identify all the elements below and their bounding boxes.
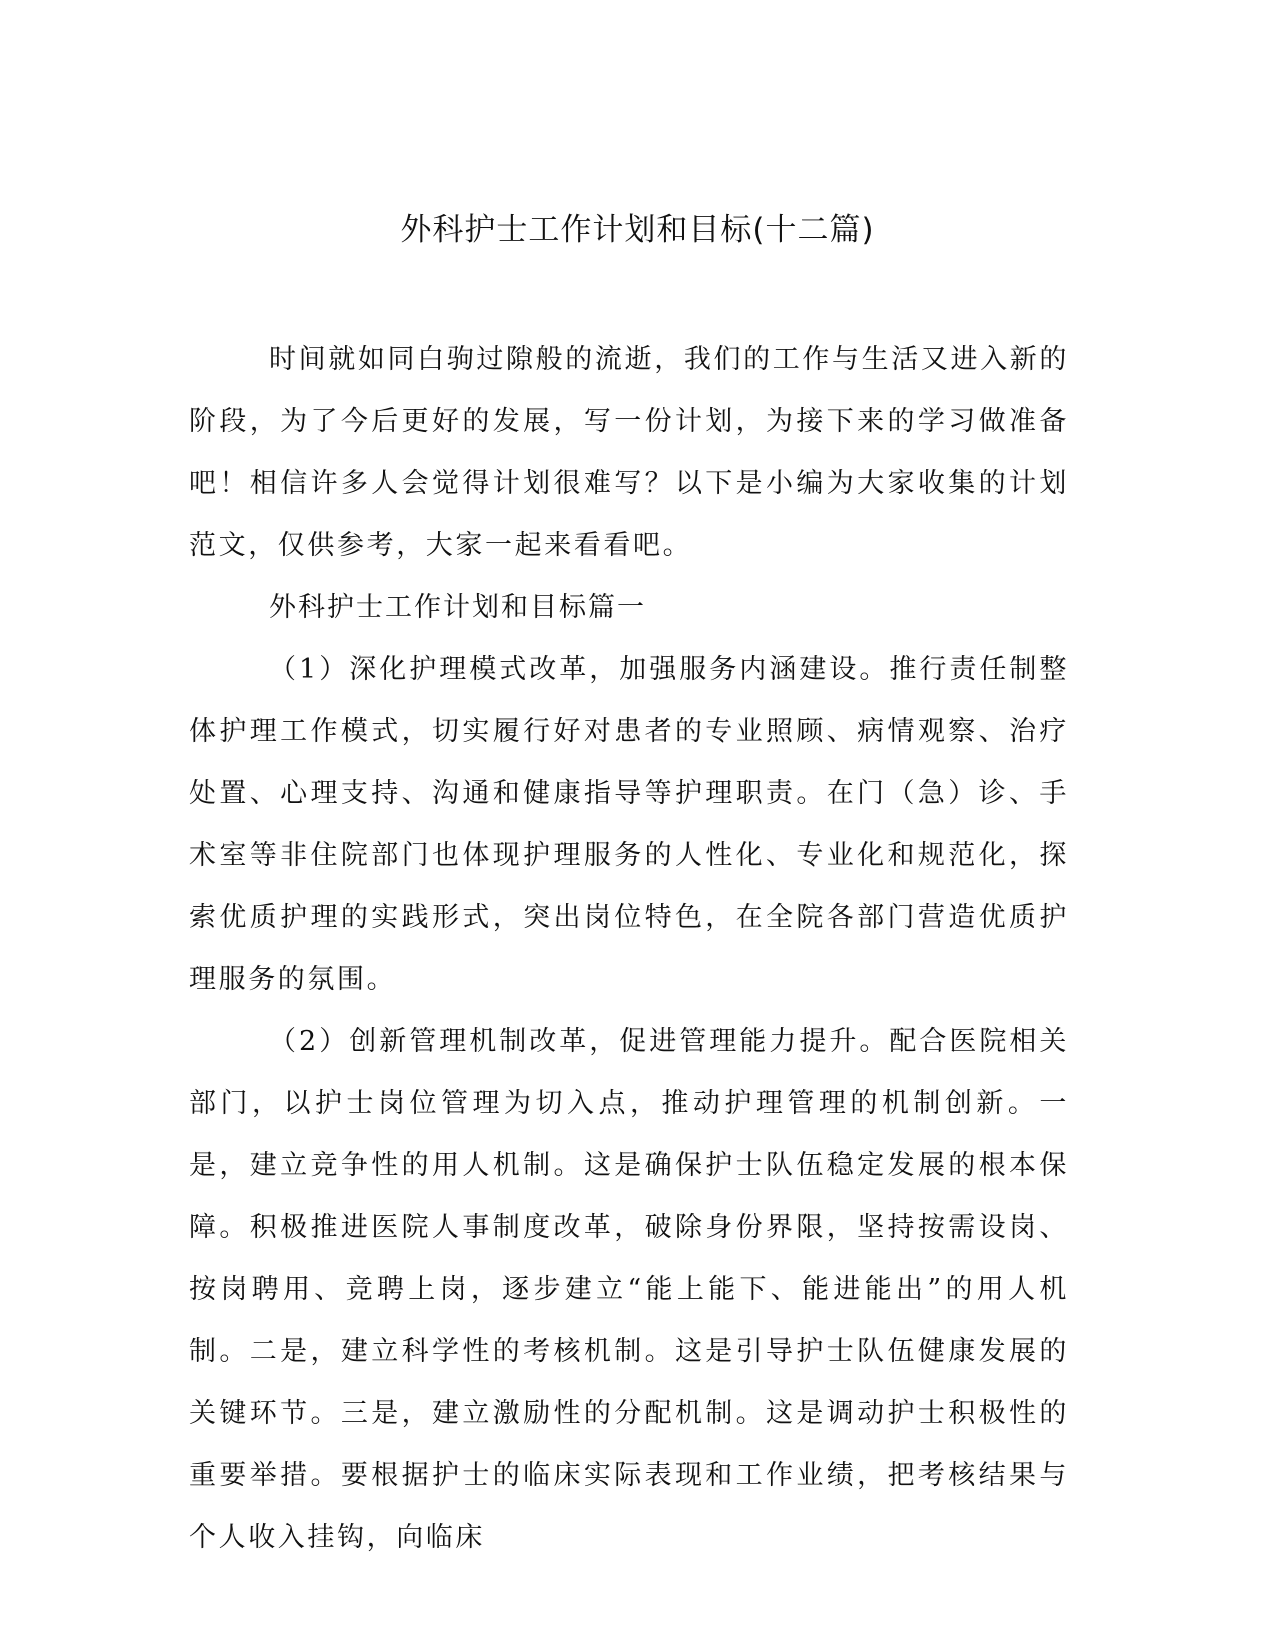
document-title: 外科护士工作计划和目标(十二篇) (400, 212, 875, 248)
item-2-paragraph: （2）创新管理机制改革，促进管理能力提升。配合医院相关部门，以护士岗位管理为切入点，推动护理管理的机制创新。一是，建立竞争性的用人机制。这是确保护士队伍稳定发展的根本保障。积极推进医院人事制度改革，破除身份界限，坚持按需设岗、按岗聘用、竞聘上岗，逐步建立“能上能下、能进能出”的用人机制。二是，建立科学性的考核机制。这是引导护士队伍健康发展的关键环节。三是，建立激励性的分配机制。这是调动护士积极性的重要举措。要根据护士的临床实际表现和工作业绩，把考核结果与个人收入挂钩，向临床 (189, 1026, 1069, 1553)
item-1-paragraph: （1）深化护理模式改革，加强服务内涵建设。推行责任制整体护理工作模式，切实履行好对患者的专业照顾、病情观察、治疗处置、心理支持、沟通和健康指导等护理职责。在门（急）诊、手术室等非住院部门也体现护理服务的人性化、专业化和规范化，探索优质护理的实践形式，突出岗位特色，在全院各部门营造优质护理服务的氛围。 (189, 654, 1069, 995)
intro-paragraph: 时间就如同白驹过隙般的流逝，我们的工作与生活又进入新的阶段，为了今后更好的发展，写一份计划，为接下来的学习做准备吧！相信许多人会觉得计划很难写？以下是小编为大家收集的计划范文，仅供参考，大家一起来看看吧。 (189, 344, 1069, 561)
section-heading: 外科护士工作计划和目标篇一 (269, 592, 646, 623)
document-body (189, 329, 1069, 1569)
